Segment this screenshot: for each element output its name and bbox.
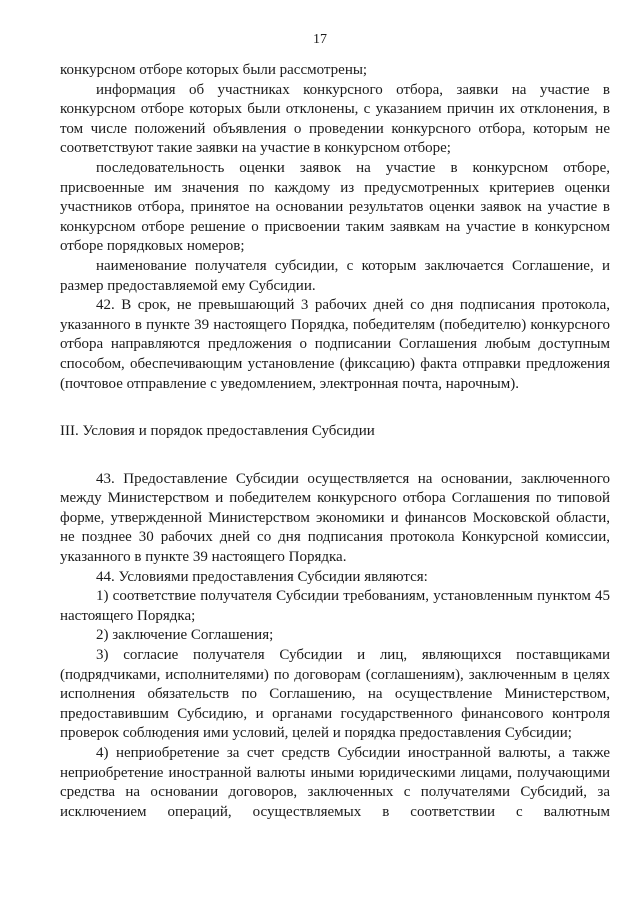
paragraph: 43. Предоставление Субсидии осуществляется на основании, заключенного между Министерством и победителем конкурсного отбора Соглашения по типовой форме, утвержденной Министерством экономики и финансов Московской области, не позднее 30 рабочих дней со дня подписания протокола Конкурсной комиссии, указанного в пункте 39 настоящего Порядка. [60, 470, 610, 566]
paragraph: 44. Условиями предоставления Субсидии являются: [96, 568, 428, 585]
section-heading: III. Условия и порядок предоставления Субсидии [60, 423, 375, 440]
list-item: 1) соответствие получателя Субсидии требованиям, установленным пунктом 45 настоящего Порядка; [60, 588, 610, 624]
list-item: 3) согласие получателя Субсидии и лиц, являющихся поставщиками (подрядчиками, исполнителями) по договорам (соглашениям), заключенным в целях исполнения обязательств по Соглашению, на осуществление Министерством, предоставившим Субсидию, и органами государственного финансового контроля проверок соблюдения ими условий, целей и порядка предоставления Субсидии; [60, 647, 610, 742]
paragraph: информация об участниках конкурсного отбора, заявки на участие в конкурсном отборе которых были отклонены, с указанием причин их отклонения, в том числе положений объявления о проведении конкурсного отбора, которым не соответствуют такие заявки на участие в конкурсном отборе; [60, 81, 610, 157]
paragraph: наименование получателя субсидии, с которым заключается Соглашение, и размер предоставляемой ему Субсидии. [60, 257, 610, 294]
list-item: 2) заключение Соглашения; [96, 627, 274, 644]
document-body [60, 61, 610, 822]
list-item: 4) неприобретение за счет средств Субсидии иностранной валюты, а также неприобретение иностранной валюты иными юридическими лицами, получающими средства на основании договоров, заключенных с получателями Субсидий, за исключением операций, осуществляемых в соответствии с валютным [60, 745, 610, 820]
paragraph: 42. В срок, не превышающий 3 рабочих дней со дня подписания протокола, указанного в пункте 39 настоящего Порядка, победителям (победителю) конкурсного отбора направляются предложения о подписании Соглашения любым доступным способом, обеспечивающим установление (фиксацию) факта отправки предложения (почтовое отправление с уведомлением, электронная почта, нарочным). [60, 297, 610, 392]
page-number: 17 [313, 32, 327, 47]
paragraph: конкурсном отборе которых были рассмотрены; [60, 62, 368, 78]
paragraph: последовательность оценки заявок на участие в конкурсном отборе, присвоенные им значения по каждому из предусмотренных критериев оценки участников отбора, принятое на основании результатов оценки заявок на участие в конкурсном отборе решение о присвоении таким заявкам на участие в конкурсном отборе порядковых номеров; [60, 159, 610, 255]
